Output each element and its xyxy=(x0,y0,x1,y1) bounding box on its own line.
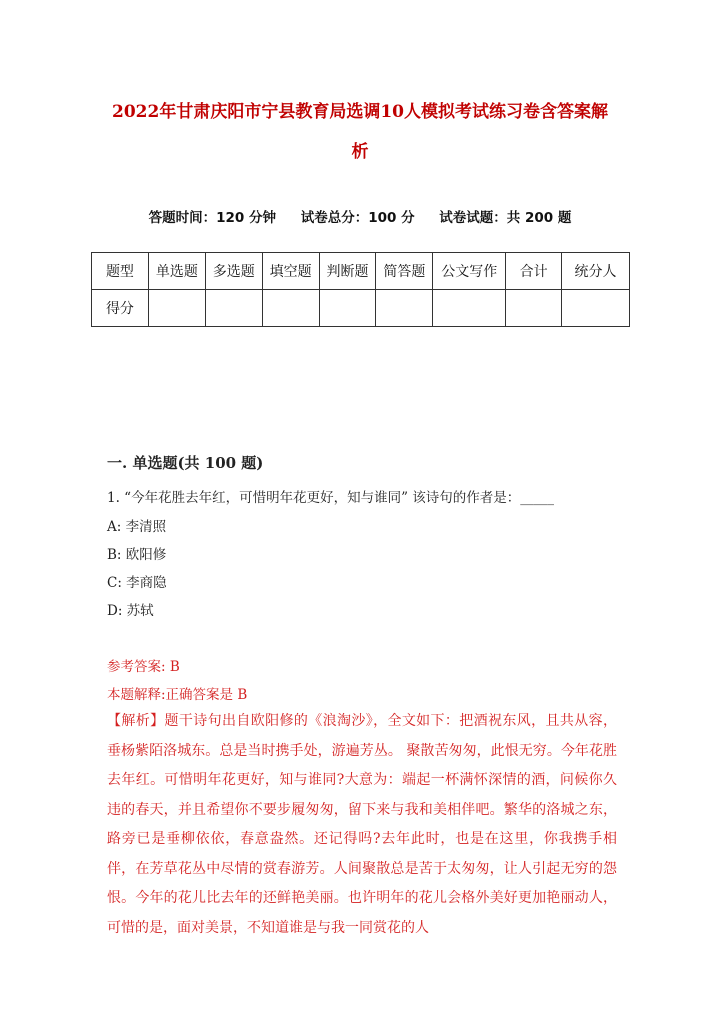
question-stem: 1. “今年花胜去年红，可惜明年花更好，知与谁同” 该诗句的作者是：_____ xyxy=(107,490,555,506)
score-cell xyxy=(319,290,376,327)
score-cell xyxy=(205,290,262,327)
explanation-text xyxy=(107,707,617,943)
score-table-header: 公文写作 xyxy=(433,253,506,290)
score-cell xyxy=(433,290,506,327)
score-table-header: 题型 xyxy=(92,253,149,290)
score-cell xyxy=(262,290,319,327)
exam-question-count: 试卷试题：共 200 题 xyxy=(439,210,572,226)
document-title xyxy=(0,92,720,172)
explanation-body: 题干诗句出自欧阳修的《浪淘沙》，全文如下：把酒祝东风，且共从容，垂杨紫陌洛城东。总是当时携手处，游遍芳丛。 聚散苦匆匆，此恨无穷。今年花胜去年红。可惜明年花更好，知与谁同?大意为：端起一杯满怀深情的酒，问候你久违的春天，并且希望你不要步履匆匆，留下来与我和美相伴吧。繁华的洛城之东，路旁已是垂柳依依，春意盎然。还记得吗?去年此时，也是在这里，你我携手相伴，在芳草花丛中尽情的赏春游芳。人间聚散总是苦于太匆匆，让人引起无穷的怨恨。今年的花儿比去年的还鲜艳美丽。也许明年的花儿会格外美好更加艳丽动人，可惜的是，面对美景，不知道谁是与我一同赏花的人 xyxy=(107,713,618,936)
score-table-score-row xyxy=(92,290,630,327)
score-table-header: 单选题 xyxy=(148,253,205,290)
reference-answer: 参考答案: B xyxy=(107,659,180,675)
score-table-header: 填空题 xyxy=(262,253,319,290)
option-d: D: 苏轼 xyxy=(107,603,154,619)
option-b: B: 欧阳修 xyxy=(107,547,167,563)
score-cell xyxy=(562,290,630,327)
exam-meta xyxy=(0,206,720,226)
score-table-header-row xyxy=(92,253,630,290)
title-line-1: 2022年甘肃庆阳市宁县教育局选调10人模拟考试练习卷含答案解 xyxy=(112,102,608,122)
score-table-header: 合计 xyxy=(506,253,562,290)
score-table-header: 简答题 xyxy=(376,253,433,290)
score-cell xyxy=(148,290,205,327)
exam-time: 答题时间：120 分钟 xyxy=(148,210,276,226)
title-line-2: 析 xyxy=(351,142,369,162)
exam-total-score: 试卷总分：100 分 xyxy=(300,210,415,226)
option-a: A: 李清照 xyxy=(107,519,167,535)
section-title: 一. 单选题(共 100 题) xyxy=(107,454,264,472)
score-cell xyxy=(376,290,433,327)
option-c: C: 李商隐 xyxy=(107,575,167,591)
score-table-header: 判断题 xyxy=(319,253,376,290)
explanation-head: 本题解释:正确答案是 B xyxy=(107,687,248,703)
explanation-tag: 【解析】 xyxy=(107,713,165,729)
score-cell xyxy=(506,290,562,327)
score-table-header: 统分人 xyxy=(562,253,630,290)
score-row-label: 得分 xyxy=(92,290,149,327)
score-table xyxy=(91,252,630,327)
score-table-header: 多选题 xyxy=(205,253,262,290)
